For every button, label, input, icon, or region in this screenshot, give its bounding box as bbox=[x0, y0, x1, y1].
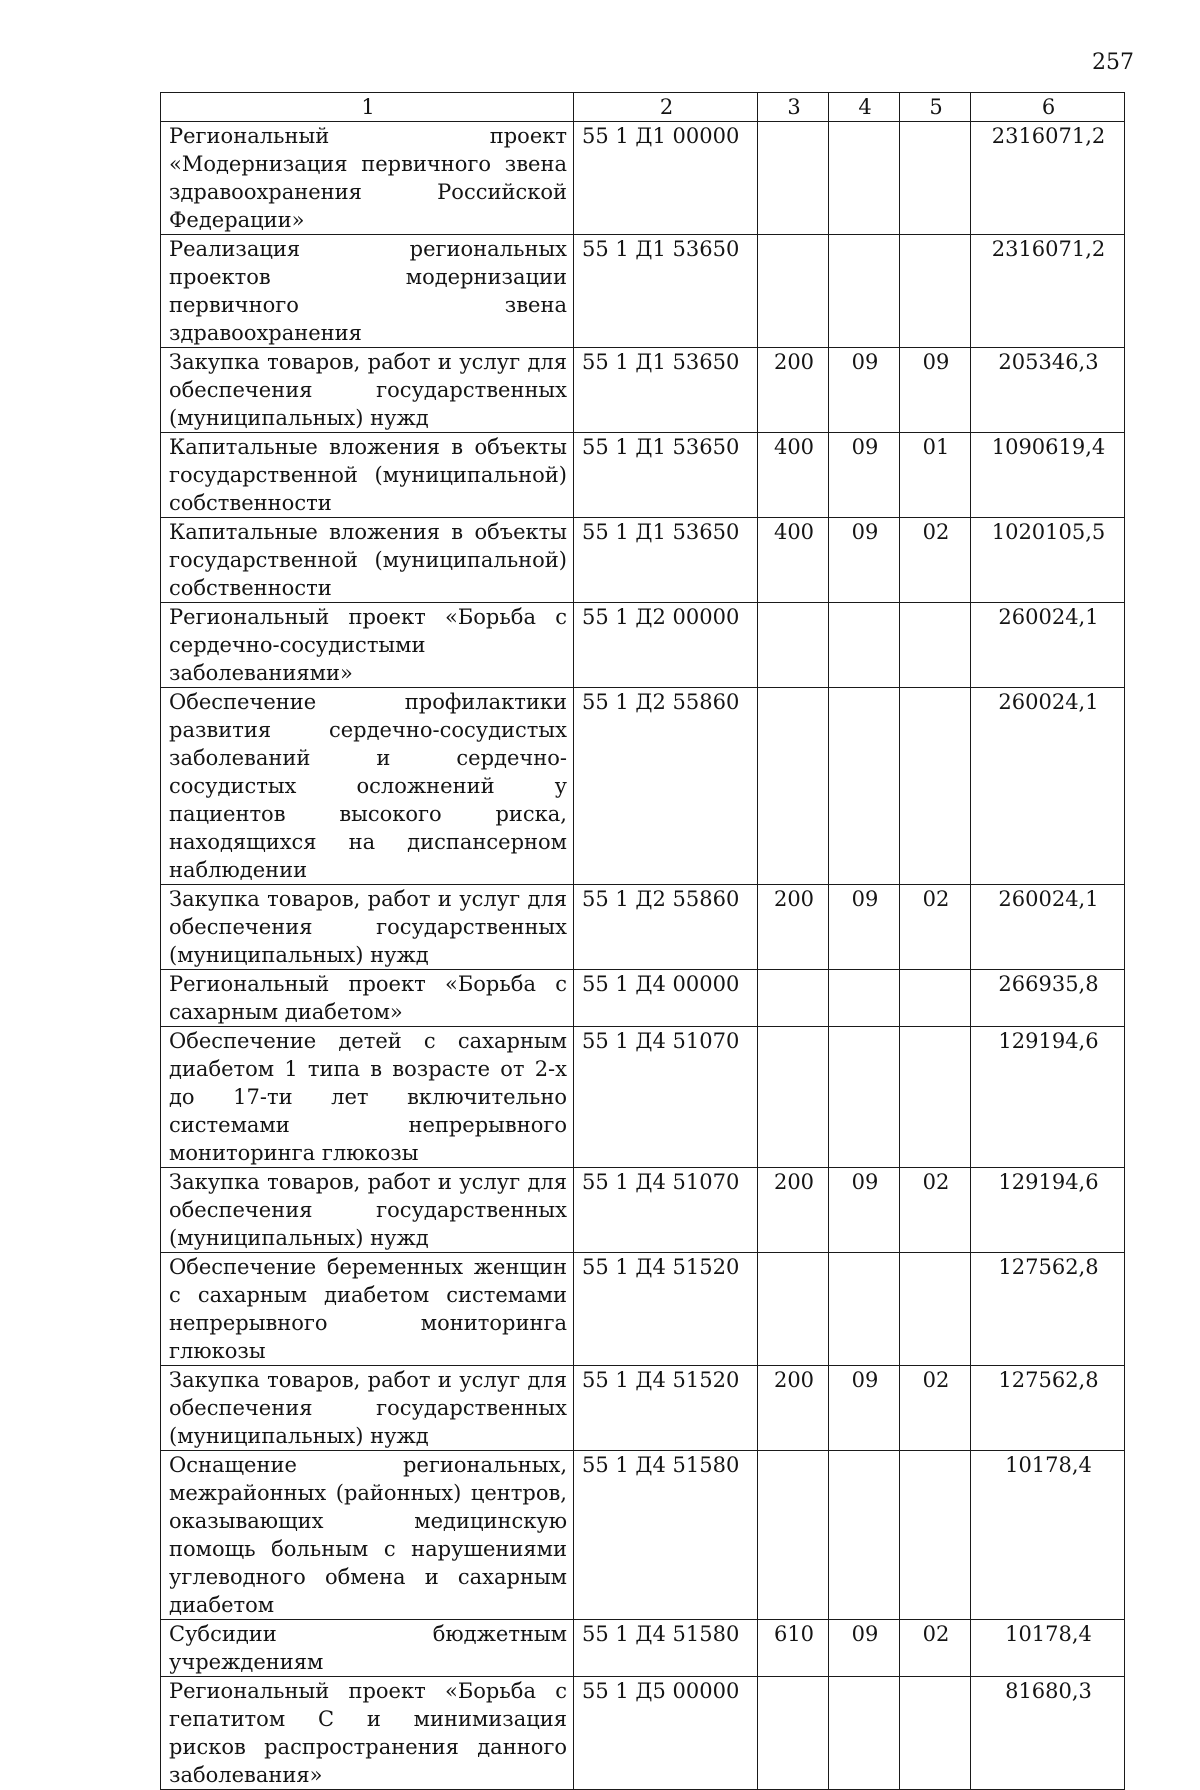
budget-table bbox=[160, 92, 1125, 1790]
item-name-cell: Оснащение региональных, межрайонных (районных) центров, оказывающих медицинскую помощь больным с нарушениями углеводного обмена и сахарным диабетом bbox=[161, 1451, 574, 1620]
page-number: 257 bbox=[1092, 50, 1134, 75]
table-row bbox=[161, 970, 1125, 1027]
section-cell: 09 bbox=[829, 348, 900, 433]
subsection-cell bbox=[900, 1677, 971, 1790]
table-row bbox=[161, 688, 1125, 885]
item-name-cell: Закупка товаров, работ и услуг для обеспечения государственных (муниципальных) нужд bbox=[161, 1366, 574, 1451]
section-cell: 09 bbox=[829, 1168, 900, 1253]
expense-type-cell bbox=[758, 603, 829, 688]
table-row bbox=[161, 235, 1125, 348]
subsection-cell: 02 bbox=[900, 518, 971, 603]
section-cell bbox=[829, 1253, 900, 1366]
classification-code-cell: 55 1 Д1 53650 bbox=[574, 348, 758, 433]
expense-type-cell: 400 bbox=[758, 433, 829, 518]
amount-cell: 260024,1 bbox=[971, 885, 1125, 970]
table-row bbox=[161, 1677, 1125, 1790]
item-name-cell: Закупка товаров, работ и услуг для обеспечения государственных (муниципальных) нужд bbox=[161, 885, 574, 970]
expense-type-cell: 200 bbox=[758, 885, 829, 970]
item-name-cell: Субсидии бюджетным учреждениям bbox=[161, 1620, 574, 1677]
expense-type-cell: 200 bbox=[758, 348, 829, 433]
classification-code-cell: 55 1 Д1 53650 bbox=[574, 235, 758, 348]
amount-cell: 1090619,4 bbox=[971, 433, 1125, 518]
classification-code-cell: 55 1 Д1 53650 bbox=[574, 518, 758, 603]
table-row bbox=[161, 603, 1125, 688]
column-header-4: 4 bbox=[829, 93, 900, 122]
expense-type-cell bbox=[758, 1677, 829, 1790]
expense-type-cell bbox=[758, 1451, 829, 1620]
table-row bbox=[161, 348, 1125, 433]
section-cell bbox=[829, 122, 900, 235]
column-header-6: 6 bbox=[971, 93, 1125, 122]
item-name-cell: Обеспечение профилактики развития сердечно-сосудистых заболеваний и сердечно-сосудистых осложнений у пациентов высокого риска, находящихся на диспансерном наблюдении bbox=[161, 688, 574, 885]
section-cell bbox=[829, 603, 900, 688]
amount-cell: 81680,3 bbox=[971, 1677, 1125, 1790]
subsection-cell: 02 bbox=[900, 1366, 971, 1451]
item-name-cell: Региональный проект «Борьба с гепатитом С и минимизация рисков распространения данного заболевания» bbox=[161, 1677, 574, 1790]
classification-code-cell: 55 1 Д4 51070 bbox=[574, 1168, 758, 1253]
classification-code-cell: 55 1 Д4 51580 bbox=[574, 1620, 758, 1677]
section-cell: 09 bbox=[829, 433, 900, 518]
section-cell: 09 bbox=[829, 1620, 900, 1677]
item-name-cell: Реализация региональных проектов модернизации первичного звена здравоохранения bbox=[161, 235, 574, 348]
subsection-cell bbox=[900, 235, 971, 348]
column-header-3: 3 bbox=[758, 93, 829, 122]
expense-type-cell bbox=[758, 235, 829, 348]
amount-cell: 129194,6 bbox=[971, 1168, 1125, 1253]
expense-type-cell: 400 bbox=[758, 518, 829, 603]
item-name-cell: Региональный проект «Борьба с сахарным диабетом» bbox=[161, 970, 574, 1027]
item-name-cell: Капитальные вложения в объекты государственной (муниципальной) собственности bbox=[161, 518, 574, 603]
subsection-cell: 02 bbox=[900, 885, 971, 970]
column-header-2: 2 bbox=[574, 93, 758, 122]
expense-type-cell: 200 bbox=[758, 1168, 829, 1253]
item-name-cell: Обеспечение беременных женщин с сахарным диабетом системами непрерывного мониторинга глюкозы bbox=[161, 1253, 574, 1366]
item-name-cell: Региональный проект «Борьба с сердечно-сосудистыми заболеваниями» bbox=[161, 603, 574, 688]
table-row bbox=[161, 1620, 1125, 1677]
subsection-cell bbox=[900, 603, 971, 688]
amount-cell: 10178,4 bbox=[971, 1620, 1125, 1677]
section-cell bbox=[829, 1451, 900, 1620]
section-cell bbox=[829, 1027, 900, 1168]
classification-code-cell: 55 1 Д2 55860 bbox=[574, 885, 758, 970]
amount-cell: 260024,1 bbox=[971, 688, 1125, 885]
table-row bbox=[161, 1027, 1125, 1168]
table-row bbox=[161, 433, 1125, 518]
amount-cell: 10178,4 bbox=[971, 1451, 1125, 1620]
column-header-5: 5 bbox=[900, 93, 971, 122]
table-header-row bbox=[161, 93, 1125, 122]
table-row bbox=[161, 1366, 1125, 1451]
expense-type-cell bbox=[758, 1027, 829, 1168]
subsection-cell bbox=[900, 970, 971, 1027]
table-row bbox=[161, 1253, 1125, 1366]
amount-cell: 260024,1 bbox=[971, 603, 1125, 688]
subsection-cell bbox=[900, 688, 971, 885]
amount-cell: 266935,8 bbox=[971, 970, 1125, 1027]
classification-code-cell: 55 1 Д4 51070 bbox=[574, 1027, 758, 1168]
classification-code-cell: 55 1 Д2 55860 bbox=[574, 688, 758, 885]
classification-code-cell: 55 1 Д4 51520 bbox=[574, 1366, 758, 1451]
classification-code-cell: 55 1 Д4 00000 bbox=[574, 970, 758, 1027]
subsection-cell bbox=[900, 1027, 971, 1168]
classification-code-cell: 55 1 Д1 53650 bbox=[574, 433, 758, 518]
amount-cell: 2316071,2 bbox=[971, 235, 1125, 348]
amount-cell: 205346,3 bbox=[971, 348, 1125, 433]
section-cell: 09 bbox=[829, 1366, 900, 1451]
expense-type-cell bbox=[758, 122, 829, 235]
subsection-cell bbox=[900, 122, 971, 235]
expense-type-cell: 200 bbox=[758, 1366, 829, 1451]
amount-cell: 1020105,5 bbox=[971, 518, 1125, 603]
item-name-cell: Закупка товаров, работ и услуг для обеспечения государственных (муниципальных) нужд bbox=[161, 1168, 574, 1253]
table-row bbox=[161, 1451, 1125, 1620]
table-row bbox=[161, 518, 1125, 603]
classification-code-cell: 55 1 Д2 00000 bbox=[574, 603, 758, 688]
table-row bbox=[161, 122, 1125, 235]
subsection-cell: 02 bbox=[900, 1168, 971, 1253]
expense-type-cell bbox=[758, 688, 829, 885]
table-body bbox=[161, 122, 1125, 1790]
subsection-cell: 02 bbox=[900, 1620, 971, 1677]
classification-code-cell: 55 1 Д4 51520 bbox=[574, 1253, 758, 1366]
section-cell: 09 bbox=[829, 518, 900, 603]
classification-code-cell: 55 1 Д4 51580 bbox=[574, 1451, 758, 1620]
classification-code-cell: 55 1 Д1 00000 bbox=[574, 122, 758, 235]
column-header-1: 1 bbox=[161, 93, 574, 122]
amount-cell: 127562,8 bbox=[971, 1366, 1125, 1451]
item-name-cell: Капитальные вложения в объекты государственной (муниципальной) собственности bbox=[161, 433, 574, 518]
classification-code-cell: 55 1 Д5 00000 bbox=[574, 1677, 758, 1790]
table-row bbox=[161, 1168, 1125, 1253]
subsection-cell: 09 bbox=[900, 348, 971, 433]
expense-type-cell bbox=[758, 1253, 829, 1366]
item-name-cell: Обеспечение детей с сахарным диабетом 1 типа в возрасте от 2-х до 17-ти лет включительно системами непрерывного мониторинга глюкозы bbox=[161, 1027, 574, 1168]
section-cell bbox=[829, 970, 900, 1027]
expense-type-cell: 610 bbox=[758, 1620, 829, 1677]
section-cell: 09 bbox=[829, 885, 900, 970]
subsection-cell bbox=[900, 1253, 971, 1366]
item-name-cell: Региональный проект «Модернизация первичного звена здравоохранения Российской Федерации» bbox=[161, 122, 574, 235]
section-cell bbox=[829, 688, 900, 885]
table-row bbox=[161, 885, 1125, 970]
subsection-cell bbox=[900, 1451, 971, 1620]
amount-cell: 129194,6 bbox=[971, 1027, 1125, 1168]
section-cell bbox=[829, 1677, 900, 1790]
amount-cell: 127562,8 bbox=[971, 1253, 1125, 1366]
subsection-cell: 01 bbox=[900, 433, 971, 518]
expense-type-cell bbox=[758, 970, 829, 1027]
section-cell bbox=[829, 235, 900, 348]
amount-cell: 2316071,2 bbox=[971, 122, 1125, 235]
item-name-cell: Закупка товаров, работ и услуг для обеспечения государственных (муниципальных) нужд bbox=[161, 348, 574, 433]
